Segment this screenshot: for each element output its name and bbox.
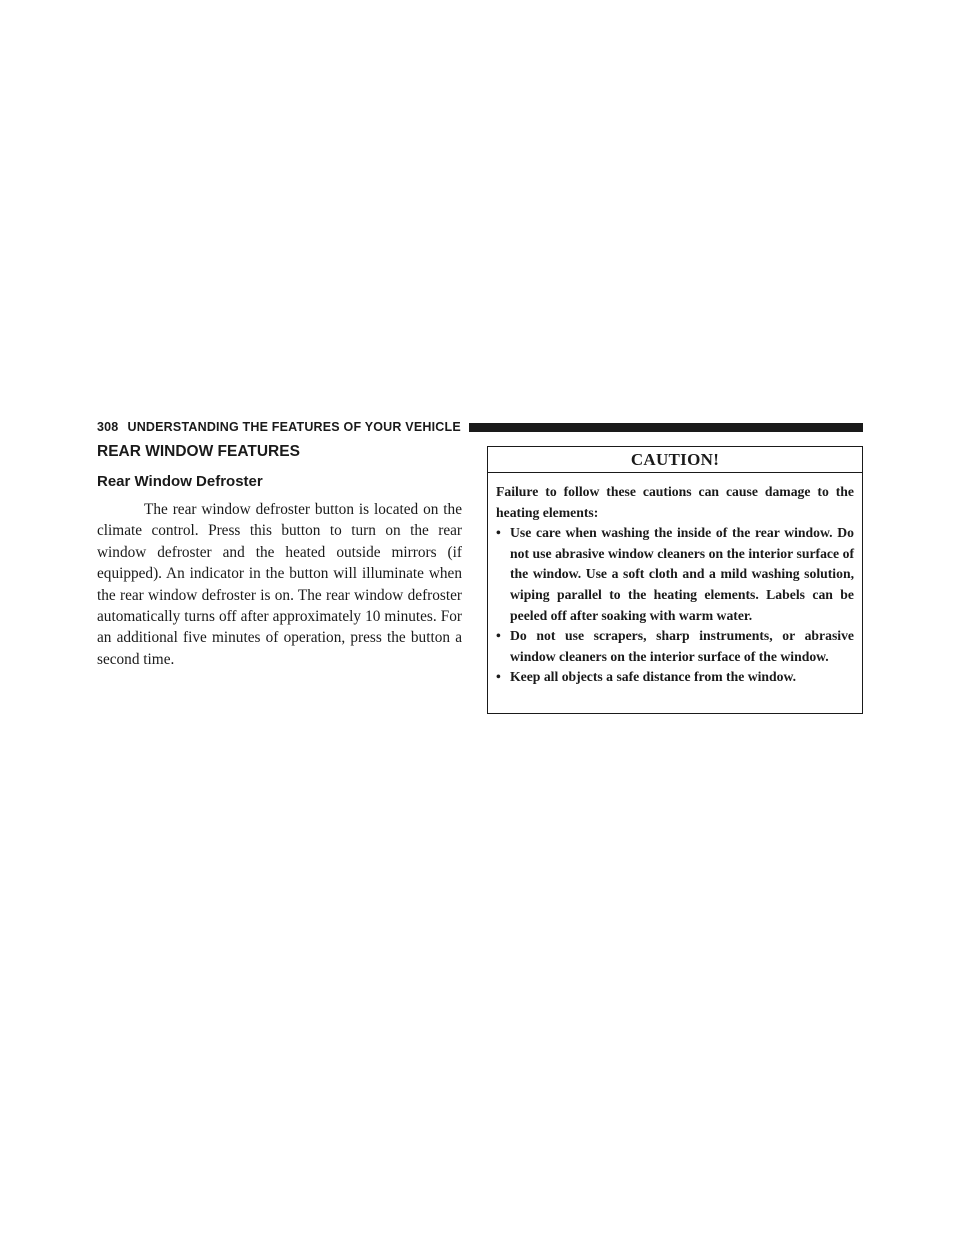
caution-list — [496, 523, 854, 688]
section-title: UNDERSTANDING THE FEATURES OF YOUR VEHICLE — [127, 420, 461, 434]
caution-item: • Do not use scrapers, sharp instruments, or abrasive window cleaners on the interior surface of the window. — [496, 628, 854, 664]
page-number: 308 — [97, 420, 119, 434]
bullet-icon: • — [496, 628, 501, 644]
section-heading: REAR WINDOW FEATURES — [97, 443, 300, 460]
page-header — [97, 418, 863, 436]
main-column — [97, 442, 462, 670]
caution-box — [487, 446, 863, 714]
body-paragraph: The rear window defroster button is located on the climate control. Press this button to turn on the rear window defroster and the heated outside mirrors (if equipped). An indicator in the button will illuminate when the rear window defroster is on. The rear window defroster automatically turns off after approximately 10 minutes. For an additional five minutes of operation, press the button a second time. — [97, 501, 462, 668]
caution-body — [488, 473, 862, 688]
subsection-heading: Rear Window Defroster — [97, 473, 263, 490]
caution-item: • Keep all objects a safe distance from the window. — [496, 667, 854, 688]
caution-intro: Failure to follow these cautions can cause damage to the heating elements: — [496, 484, 854, 520]
caution-title: CAUTION! — [488, 447, 862, 473]
bullet-icon: • — [496, 669, 501, 685]
caution-item: • Use care when washing the inside of the rear window. Do not use abrasive window cleaners on the interior surface of the window. Use a soft cloth and a mild washing solution, wiping parallel to the heating elements. Labels can be peeled off after soaking with warm water. — [496, 525, 854, 623]
header-rule — [469, 423, 863, 432]
bullet-icon: • — [496, 525, 501, 541]
